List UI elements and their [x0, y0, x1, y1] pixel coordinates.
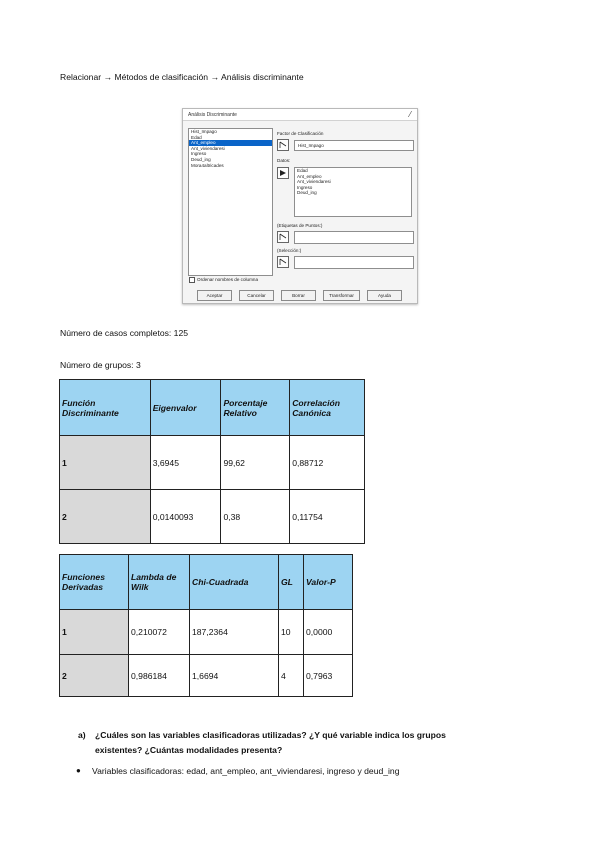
arrow-outline-icon — [279, 258, 287, 266]
table-header: Funciones Derivadas — [60, 555, 129, 610]
clear-button[interactable]: Borrar — [281, 290, 316, 301]
accept-button[interactable]: Aceptar — [197, 290, 232, 301]
table-cell: 2 — [60, 490, 151, 544]
sort-checkbox[interactable] — [189, 277, 195, 283]
select-arrow-button[interactable] — [277, 256, 289, 268]
list-item[interactable]: Ingreso — [297, 184, 313, 190]
table-cell: 0,88712 — [290, 436, 365, 490]
data-label: Datos: — [277, 158, 291, 163]
arrow-outline-icon — [279, 141, 287, 149]
table-header: GL — [279, 555, 304, 610]
table-cell: 4 — [279, 655, 304, 697]
table-header: Correlación Canónica — [290, 380, 365, 436]
table-cell: 1 — [60, 610, 129, 655]
list-item[interactable]: Ant_empleo — [297, 173, 322, 179]
table-header: Lambda de Wilk — [129, 555, 190, 610]
table-cell: 0,7963 — [304, 655, 353, 697]
bullet-text: Variables clasificadoras: edad, ant_empleo, ant_viviendaresi, ingreso y deud_ing — [92, 766, 400, 776]
select-label: (Selección:) — [277, 248, 302, 253]
list-item[interactable]: Edad — [297, 168, 308, 173]
arrow-outline-icon — [279, 233, 287, 241]
table-row — [60, 490, 365, 544]
table-header-row — [60, 380, 365, 436]
question-line-2: existentes? ¿Cuántas modalidades presenta? — [95, 745, 283, 755]
table-header: Chi-Cuadrada — [190, 555, 279, 610]
table-header: Porcentaje Relativo — [221, 380, 290, 436]
labels-arrow-button[interactable] — [277, 231, 289, 243]
table-row — [60, 436, 365, 490]
table-cell: 10 — [279, 610, 304, 655]
table-cell: 0,210072 — [129, 610, 190, 655]
table-row — [60, 610, 353, 655]
list-item[interactable]: Hist_Impago — [191, 129, 217, 134]
data-arrow-button[interactable] — [277, 167, 289, 179]
table-cell: 187,2364 — [190, 610, 279, 655]
table-cell: 2 — [60, 655, 129, 697]
groups-text: Número de grupos: 3 — [60, 360, 141, 370]
list-item-selected[interactable]: Ant_empleo — [189, 140, 272, 146]
table-header-row — [60, 555, 353, 610]
table-cell: 0,986184 — [129, 655, 190, 697]
question-marker: a) — [78, 730, 86, 740]
list-item[interactable]: Ant_viviendaresi — [297, 179, 331, 185]
breadcrumb: Relacionar → Métodos de clasificación → Análisis discriminante — [60, 72, 304, 82]
list-item[interactable]: Deud_ing — [297, 190, 317, 196]
wilks-lambda-table — [59, 554, 353, 697]
list-item[interactable]: Mora4altricades — [191, 162, 224, 168]
labels-field[interactable] — [294, 231, 414, 244]
close-icon[interactable]: ⁄ — [409, 110, 411, 119]
table-cell: 0,0000 — [304, 610, 353, 655]
list-item[interactable]: Edad — [191, 134, 202, 140]
select-field[interactable] — [294, 256, 414, 269]
variables-list[interactable] — [188, 128, 273, 276]
table-header: Función Discriminante — [60, 380, 151, 436]
eigenvalue-table — [59, 379, 365, 544]
list-item[interactable]: Ant_viviendaresi — [191, 145, 225, 151]
cancel-button[interactable]: Cancelar — [239, 290, 274, 301]
complete-cases-text: Número de casos completos: 125 — [60, 328, 189, 338]
dialog-title: Análisis Discriminante — [188, 112, 237, 118]
sort-checkbox-label: Ordenar nombres de columna — [197, 277, 259, 282]
table-cell: 3,6945 — [150, 436, 221, 490]
bullet-icon: ● — [76, 766, 81, 775]
dialog-titlebar — [183, 109, 417, 121]
transform-button[interactable]: Transformar — [323, 290, 360, 301]
table-header: Valor-P — [304, 555, 353, 610]
arrow-right-icon — [279, 169, 287, 177]
labels-label: (Etiquetas de Puntos:) — [277, 223, 323, 228]
question-line-1: ¿Cuáles son las variables clasificadoras utilizadas? ¿Y qué variable indica los grupos — [95, 730, 446, 740]
factor-label: Factor de Clasificación — [277, 131, 324, 136]
help-button[interactable]: Ayuda — [367, 290, 402, 301]
table-cell: 99,62 — [221, 436, 290, 490]
table-cell: 0,38 — [221, 490, 290, 544]
table-row — [60, 655, 353, 697]
table-cell: 1,6694 — [190, 655, 279, 697]
data-list[interactable] — [294, 167, 412, 217]
table-header: Eigenvalor — [150, 380, 221, 436]
factor-arrow-button[interactable] — [277, 139, 289, 151]
table-cell: 0,0140093 — [150, 490, 221, 544]
list-item[interactable]: Deud_ing — [191, 156, 211, 162]
table-cell: 1 — [60, 436, 151, 490]
factor-field[interactable] — [294, 140, 414, 151]
factor-value: Hist_Impago — [298, 142, 324, 148]
list-item[interactable]: Ingreso — [191, 151, 207, 157]
table-cell: 0,11754 — [290, 490, 365, 544]
discriminant-analysis-dialog — [182, 108, 418, 304]
